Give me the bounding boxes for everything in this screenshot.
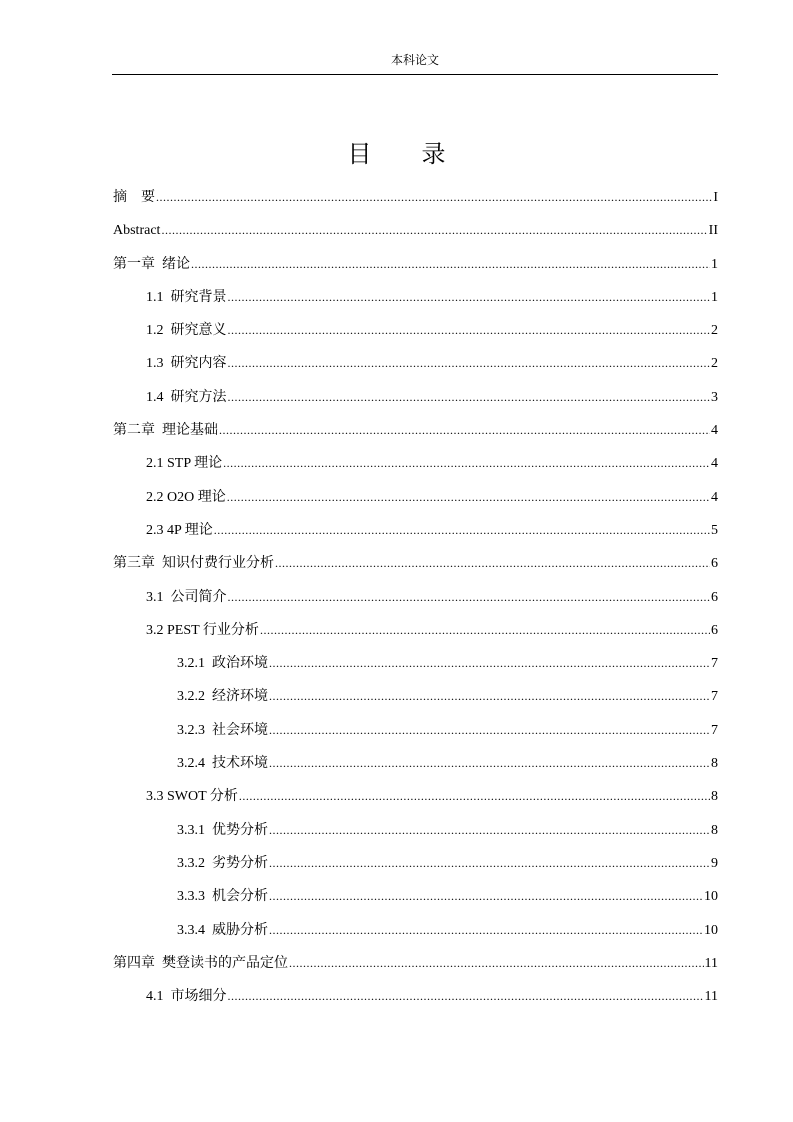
toc-entry-label: 3.3.1 优势分析 [177, 822, 268, 838]
toc-entry-page-number: 7 [711, 656, 718, 672]
toc-entry[interactable] [113, 752, 718, 785]
toc-entry-label: 3.3.4 威胁分析 [177, 922, 268, 938]
toc-entry-page-number: 6 [711, 589, 718, 605]
toc-dot-leader [191, 253, 710, 275]
toc-entry-label: 3.2 PEST 行业分析 [146, 622, 259, 638]
page-header [112, 52, 718, 75]
toc-entry-page-number: 4 [711, 423, 718, 439]
toc-entry-label: 4.1 市场细分 [146, 989, 227, 1005]
toc-entry-page-number: II [708, 223, 718, 239]
toc-entry-label: 1.2 研究意义 [146, 323, 227, 339]
toc-entry-label: 1.1 研究背景 [146, 289, 227, 305]
toc-entry-page-number: 9 [711, 855, 718, 871]
toc-entry-label: 3.2.2 经济环境 [177, 689, 268, 705]
toc-entry[interactable] [113, 819, 718, 852]
toc-entry-page-number: 3 [711, 389, 718, 405]
toc-entry[interactable] [113, 952, 718, 985]
toc-entry-page-number: 7 [711, 722, 718, 738]
header-text: 本科论文 [390, 53, 439, 67]
toc-entry[interactable] [113, 719, 718, 752]
toc-dot-leader [219, 419, 710, 441]
toc-dot-leader [269, 652, 710, 674]
toc-entry-page-number: 5 [711, 522, 718, 538]
toc-entry-label: 3.2.1 政治环境 [177, 656, 268, 672]
toc-dot-leader [228, 586, 711, 608]
toc-entry-page-number: 11 [704, 989, 718, 1005]
toc-dot-leader [214, 519, 710, 541]
toc-entry-label: 2.1 STP 理论 [146, 456, 223, 472]
toc-dot-leader [227, 486, 710, 508]
toc-entry-page-number: 4 [711, 489, 718, 505]
toc-entry[interactable] [113, 186, 718, 219]
toc-dot-leader [269, 852, 710, 874]
toc-entry[interactable] [113, 319, 718, 352]
table-of-contents [113, 186, 718, 1018]
toc-entry[interactable] [113, 352, 718, 385]
toc-entry-page-number: 2 [711, 323, 718, 339]
toc-entry-page-number: 6 [711, 622, 718, 638]
toc-entry-label: 3.3 SWOT 分析 [146, 789, 238, 805]
toc-entry-label: 摘 要 [113, 190, 155, 205]
toc-entry-label: 3.3.3 机会分析 [177, 889, 268, 905]
toc-dot-leader [161, 219, 707, 241]
toc-entry-label: 2.2 O2O 理论 [146, 489, 226, 505]
toc-entry[interactable] [113, 552, 718, 585]
toc-entry-label: 第四章 樊登读书的产品定位 [113, 955, 288, 971]
toc-entry-label: 3.1 公司简介 [146, 589, 227, 605]
toc-entry-label: 1.4 研究方法 [146, 389, 227, 405]
toc-entry-page-number: 1 [711, 289, 718, 305]
toc-dot-leader [269, 885, 703, 907]
toc-entry-page-number: 6 [711, 556, 718, 572]
toc-entry[interactable] [113, 519, 718, 552]
toc-entry-label: 2.3 4P 理论 [146, 522, 213, 538]
toc-entry[interactable] [113, 386, 718, 419]
toc-entry-page-number: 10 [704, 922, 718, 938]
toc-dot-leader [228, 319, 711, 341]
toc-entry[interactable] [113, 219, 718, 252]
toc-entry-page-number: 2 [711, 356, 718, 372]
toc-dot-leader [228, 386, 711, 408]
toc-entry[interactable] [113, 919, 718, 952]
toc-entry[interactable] [113, 419, 718, 452]
toc-dot-leader [269, 685, 710, 707]
toc-dot-leader [275, 552, 710, 574]
toc-entry[interactable] [113, 785, 718, 818]
toc-entry[interactable] [113, 253, 718, 286]
toc-entry-page-number: I [713, 190, 718, 205]
toc-entry-page-number: 1 [711, 256, 718, 272]
toc-entry[interactable] [113, 486, 718, 519]
toc-entry[interactable] [113, 852, 718, 885]
toc-entry[interactable] [113, 452, 718, 485]
toc-entry[interactable] [113, 985, 718, 1018]
page-title: 目 录 [347, 142, 468, 168]
toc-dot-leader [228, 352, 711, 374]
toc-entry-label: 3.3.2 劣势分析 [177, 855, 268, 871]
toc-dot-leader [269, 719, 710, 741]
toc-entry-label: 1.3 研究内容 [146, 356, 227, 372]
toc-dot-leader [260, 619, 710, 641]
toc-entry-label: 3.2.4 技术环境 [177, 756, 268, 772]
toc-entry[interactable] [113, 885, 718, 918]
toc-entry[interactable] [113, 619, 718, 652]
toc-entry-label: Abstract [113, 223, 161, 239]
toc-dot-leader [289, 952, 704, 974]
toc-entry-page-number: 8 [711, 756, 718, 772]
toc-dot-leader [228, 985, 704, 1007]
toc-dot-leader [223, 452, 710, 474]
toc-dot-leader [156, 186, 712, 208]
toc-entry-label: 第一章 绪论 [113, 256, 190, 272]
toc-dot-leader [269, 919, 703, 941]
toc-dot-leader [269, 752, 710, 774]
toc-entry[interactable] [113, 652, 718, 685]
toc-dot-leader [239, 785, 710, 807]
toc-dot-leader [228, 286, 711, 308]
toc-entry[interactable] [113, 586, 718, 619]
toc-entry[interactable] [113, 685, 718, 718]
toc-entry-label: 3.2.3 社会环境 [177, 722, 268, 738]
toc-entry-label: 第三章 知识付费行业分析 [113, 556, 274, 572]
toc-entry-page-number: 8 [711, 822, 718, 838]
toc-entry-page-number: 4 [711, 456, 718, 472]
toc-entry-label: 第二章 理论基础 [113, 423, 218, 439]
toc-entry[interactable] [113, 286, 718, 319]
toc-entry-page-number: 11 [704, 955, 718, 971]
toc-entry-page-number: 10 [704, 889, 718, 905]
toc-entry-page-number: 8 [711, 789, 718, 805]
toc-entry-page-number: 7 [711, 689, 718, 705]
toc-dot-leader [269, 819, 710, 841]
